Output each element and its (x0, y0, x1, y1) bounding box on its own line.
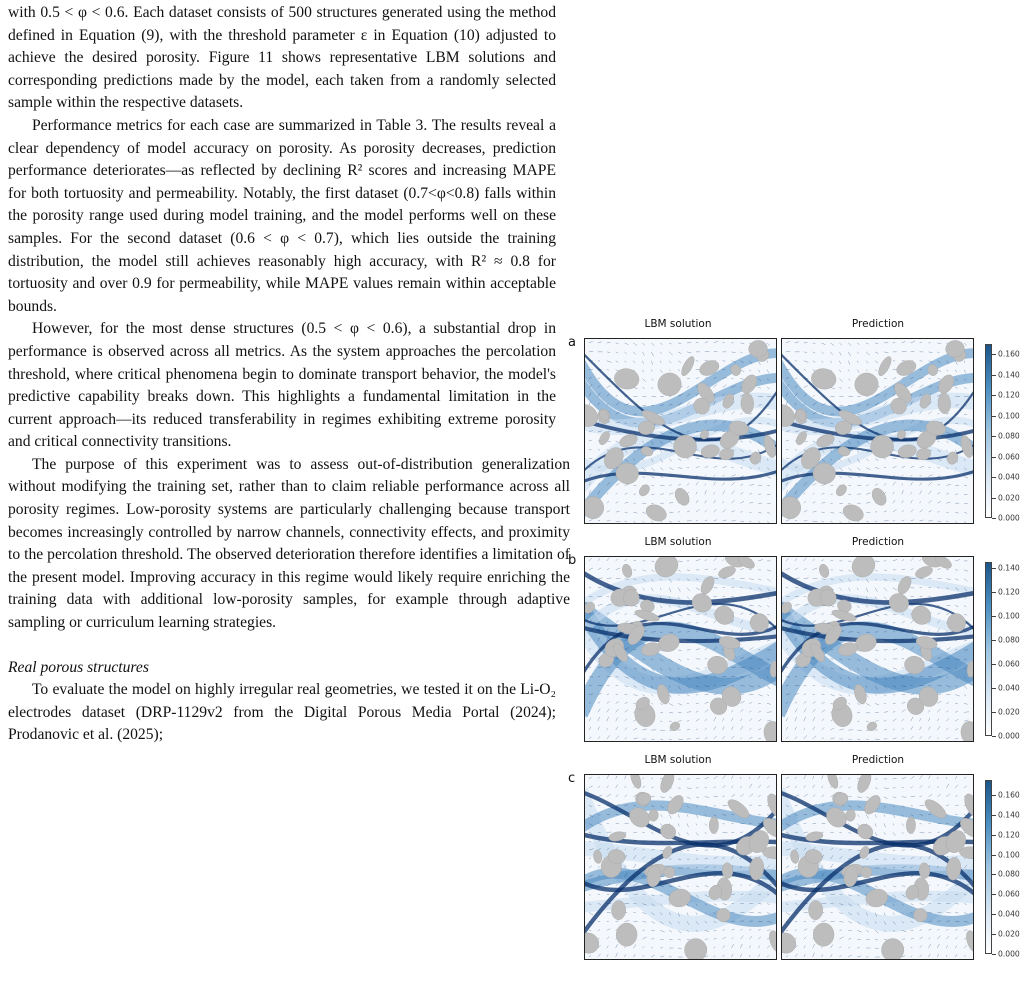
colorbar (985, 780, 992, 954)
colorbar-tick (992, 688, 996, 689)
colorbar-tick-label: 0.140 (998, 810, 1020, 820)
colorbar-tick (992, 436, 996, 437)
figure-panel-c (560, 754, 1020, 966)
lbm-solution-title: LBM solution (644, 754, 712, 766)
colorbar-tick-label: 0.000 (998, 731, 1020, 741)
colorbar-tick-label: 0.120 (998, 830, 1020, 840)
colorbar-tick-label: 0.100 (998, 411, 1020, 421)
prediction-title: Prediction (851, 536, 905, 548)
lbm-solution-field (584, 338, 777, 524)
body-text (8, 2, 570, 747)
colorbar-tick-label: 0.160 (998, 349, 1020, 359)
section-heading: Real porous structures (8, 658, 149, 676)
lbm-solution-title: LBM solution (644, 536, 712, 548)
colorbar-tick-label: 0.100 (998, 850, 1020, 860)
colorbar-tick (992, 568, 996, 569)
lbm-solution-field (584, 556, 777, 742)
colorbar-tick (992, 416, 996, 417)
colorbar-tick (992, 477, 996, 478)
colorbar-tick (992, 616, 996, 617)
colorbar-tick (992, 375, 996, 376)
colorbar-tick-label: 0.140 (998, 370, 1020, 380)
colorbar-tick-label: 0.000 (998, 513, 1020, 523)
paragraph-dense-structures: However, for the most dense structures (0.5 < φ < 0.6), a substantial drop in performance is observed across all metrics. As the system approaches the percolation threshold, where critical phenomena begin to dominate transport behavior, the model's predictive capability breaks down. This highlights a fundamental limitation in the current approach—its reduced transferability in regimes exhibiting extreme porosity and critical connectivity transitions. (8, 320, 556, 451)
colorbar-tick (992, 815, 996, 816)
colorbar-tick (992, 498, 996, 499)
paragraph-performance: Performance metrics for each case are summarized in Table 3. The results reveal a clear dependency of model accuracy on porosity. As porosity decreases, prediction performance deteriorates—as reflected by declining R² scores and increasing MAPE for both tortuosity and permeability. Notably, the first dataset (0.7<φ<0.8) falls within the porosity range used during model training, and the model performs well on these samples. For the second dataset (0.6 < φ < 0.7), which lies outside the training distribution, the model still achieves reasonably high accuracy, with R² ≈ 0.8 for tortuosity and over 0.9 for permeability, while MAPE values remain within acceptable bounds. (8, 116, 556, 315)
colorbar-tick-label: 0.060 (998, 889, 1020, 899)
colorbar (985, 344, 992, 518)
colorbar-tick-label: 0.020 (998, 929, 1020, 939)
colorbar-tick (992, 640, 996, 641)
paragraph-real-structures: To evaluate the model on highly irregular real geometries, we tested it on the Li-O₂ electrodes dataset (DRP-1129v2 from the Digital Porous Media Portal (2024); Prodanovic et al. (2025); (8, 681, 556, 744)
prediction-title: Prediction (851, 318, 905, 330)
colorbar-tick (992, 954, 996, 955)
colorbar-tick (992, 914, 996, 915)
lbm-solution-title: LBM solution (644, 318, 712, 330)
colorbar-tick-label: 0.060 (998, 452, 1020, 462)
paragraph-purpose: The purpose of this experiment was to assess out-of-distribution generalization without modifying the training set, rather than to claim reliable performance across all porosity regimes. Low-porosity systems are particularly challenging because transport becomes increasingly controlled by narrow channels, connectivity effects, and proximity to the percolation threshold. The observed deterioration therefore identifies a limitation of the present model. Improving accuracy in this regime would likely require enriching the training data with additional low-porosity samples, for example through adaptive sampling or curriculum learning strategies. (8, 455, 570, 632)
colorbar-tick (992, 518, 996, 519)
colorbar-tick-label: 0.120 (998, 587, 1020, 597)
colorbar-tick (992, 894, 996, 895)
colorbar-tick-label: 0.080 (998, 869, 1020, 879)
panel-letter: a (568, 335, 576, 350)
colorbar-tick (992, 354, 996, 355)
colorbar-tick-label: 0.040 (998, 472, 1020, 482)
figure-flow-fields (560, 318, 1020, 990)
panel-letter: c (568, 771, 576, 786)
prediction-field (781, 556, 974, 742)
figure-panel-a (560, 318, 1020, 530)
colorbar (985, 562, 992, 736)
colorbar-tick (992, 795, 996, 796)
colorbar-tick (992, 736, 996, 737)
colorbar-tick-label: 0.140 (998, 563, 1020, 573)
prediction-field (781, 774, 974, 960)
figure-panel-b (560, 536, 1020, 748)
colorbar-tick-label: 0.040 (998, 909, 1020, 919)
colorbar-tick-label: 0.020 (998, 707, 1020, 717)
paragraph-continued: with 0.5 < φ < 0.6. Each dataset consists of 500 structures generated using the method defined in Equation (9), with the threshold parameter ε in Equation (10) adjusted to achieve the desired porosity. Figure 11 shows representative LBM solutions and corresponding predictions made by the model, each taken from a randomly selected sample within the respective datasets. (8, 4, 556, 112)
colorbar-tick-label: 0.020 (998, 493, 1020, 503)
colorbar-tick (992, 835, 996, 836)
prediction-field (781, 338, 974, 524)
colorbar-tick-label: 0.060 (998, 659, 1020, 669)
colorbar-tick-label: 0.080 (998, 431, 1020, 441)
colorbar-tick-label: 0.040 (998, 683, 1020, 693)
prediction-title: Prediction (851, 754, 905, 766)
panel-letter: b (568, 553, 577, 568)
colorbar-tick (992, 712, 996, 713)
lbm-solution-field (584, 774, 777, 960)
colorbar-tick (992, 874, 996, 875)
colorbar-tick (992, 592, 996, 593)
colorbar-tick-label: 0.000 (998, 949, 1020, 959)
colorbar-tick (992, 664, 996, 665)
colorbar-tick-label: 0.120 (998, 390, 1020, 400)
colorbar-tick (992, 934, 996, 935)
colorbar-tick (992, 395, 996, 396)
colorbar-tick-label: 0.100 (998, 611, 1020, 621)
colorbar-tick-label: 0.160 (998, 790, 1020, 800)
colorbar-tick (992, 457, 996, 458)
colorbar-tick-label: 0.080 (998, 635, 1020, 645)
colorbar-tick (992, 855, 996, 856)
